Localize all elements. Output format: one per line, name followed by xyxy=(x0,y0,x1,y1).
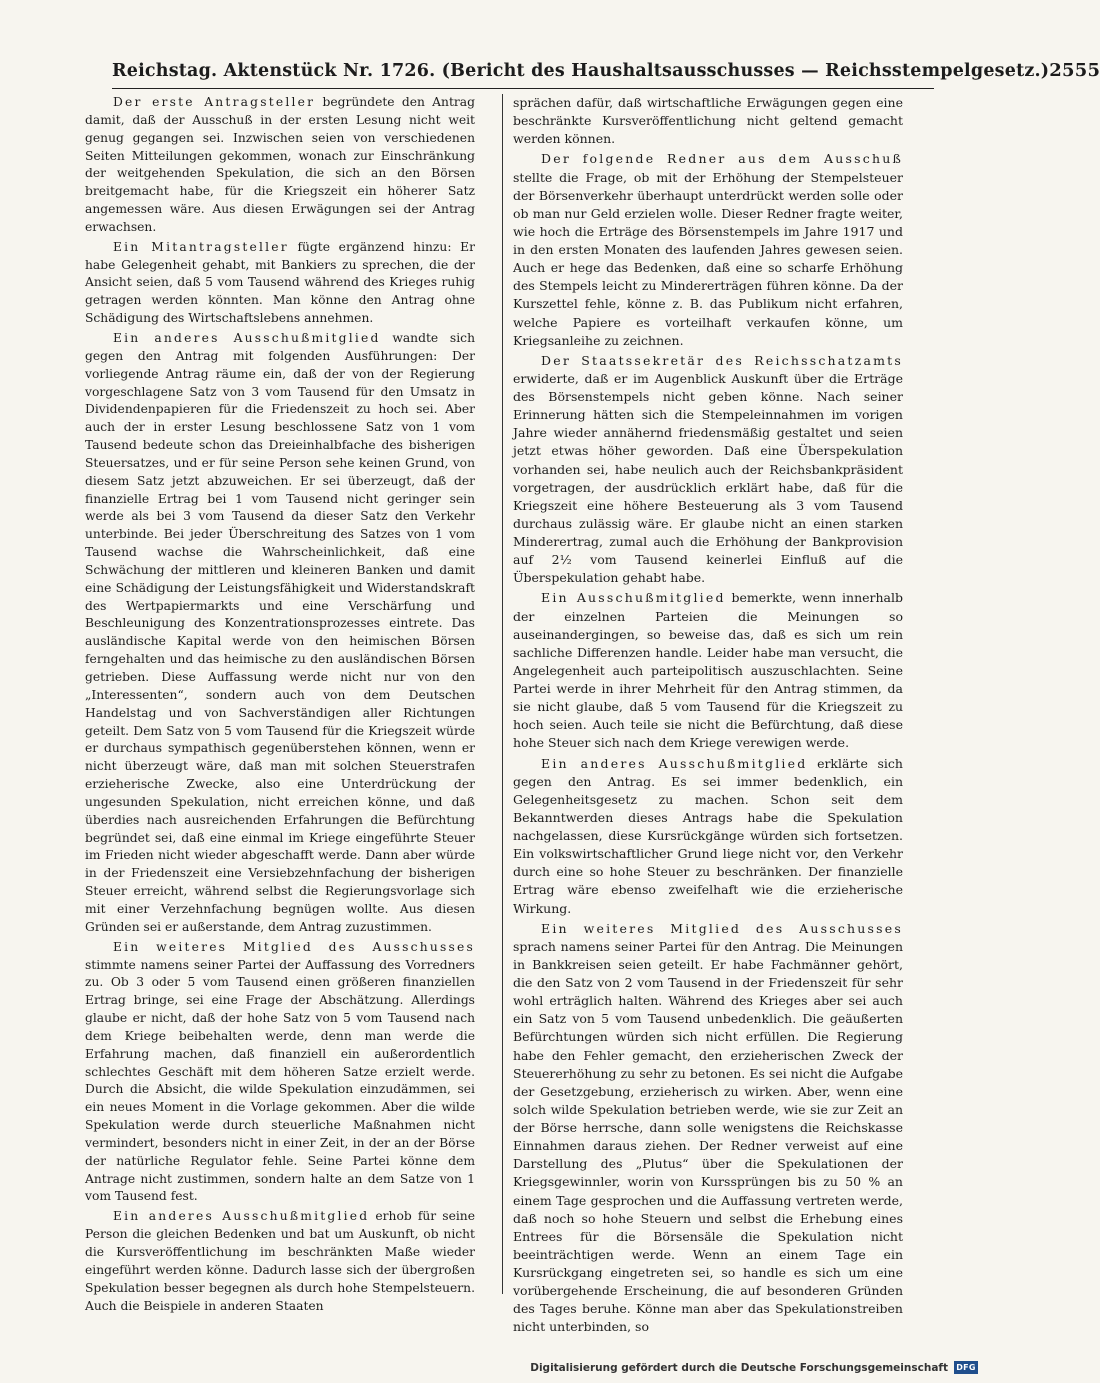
paragraph-text: erklärte sich gegen den Antrag. Es sei immer bedenklich, ein Gelegenheitsgesetz zu machen. Schon seit dem Bekanntwerden dieses Antrags habe die Spekulation nachgelassen, diese Kursrückgänge würden sich fortsetzen. Ein volkswirtschaftlicher Grund liege nicht vor, den Verkehr durch eine so hohe Steuer zu beschränken. Der finanzielle Ertrag wäre ebenso zweifelhaft wie die erzieherische Wirkung. xyxy=(513,755,903,916)
paragraph-text: stellte die Frage, ob mit der Erhöhung der Stempelsteuer der Börsenverkehr überhaupt unterdrückt werden solle oder ob man nur Geld erzielen wolle. Dieser Redner fragte weiter, wie hoch die Erträge des Börsenstempels im Jahre 1917 und in den ersten Monaten des laufenden Jahres gewesen seien. Auch er hege das Bedenken, daß eine so scharfe Erhöhung des Stempels leicht zu Mindererträgen führen könne. Da der Kurszettel fehle, könne z. B. das Publikum nicht erfahren, welche Papiere es vorteilhaft verkaufen könne, um Kriegsanleihe zu zeichnen. xyxy=(513,169,903,348)
paragraph xyxy=(85,239,475,328)
speaker-label: Ein anderes Ausschußmitglied xyxy=(113,330,381,345)
paragraph xyxy=(85,939,475,1207)
paragraph-text: sprächen dafür, daß wirtschaftliche Erwägungen gegen eine beschränkte Kursveröffentlichung nicht geltend gemacht werden können. xyxy=(513,95,903,147)
paragraph xyxy=(85,94,475,237)
paragraph xyxy=(513,94,903,148)
speaker-label: Der Staatssekretär des Reichsschatzamts xyxy=(541,352,903,368)
right-column xyxy=(513,94,903,1337)
paragraph xyxy=(513,150,903,349)
paragraph-text: erhob für seine Person die gleichen Bedenken und bat um Auskunft, ob nicht die Kursveröffentlichung im beschränkten Maße wieder eingeführt werden könne. Dadurch lasse sich der übergroßen Spekulation besser begegnen als durch hohe Stempelsteuern. Auch die Beispiele in anderen Staaten xyxy=(85,1209,475,1313)
speaker-label: Ein weiteres Mitglied des Ausschusses xyxy=(541,920,903,936)
speaker-label: Ein Mitantragsteller xyxy=(113,239,289,254)
paragraph xyxy=(513,589,903,752)
header-title: Reichstag. Aktenstück Nr. 1726. (Bericht des Haushaltsausschusses — Reichsstempelgesetz.) xyxy=(112,61,1050,81)
running-header xyxy=(112,60,1100,89)
column-divider xyxy=(502,94,503,1294)
paragraph-text: stimmte namens seiner Partei der Auffassung des Vorredners zu. Ob 3 oder 5 vom Tausend einen größeren finanziellen Ertrag bringe, sei eine Frage der Abschätzung. Allerdings glaube er nicht, daß der hohe Satz von 5 vom Tausend nach dem Kriege beibehalten werde, denn man werde die Erfahrung machen, daß finanziell ein außerordentlich schlechtes Geschäft mit dem höheren Satze erzielt werde. Durch die Absicht, die wilde Spekulation einzudämmen, sei ein neues Moment in die Vorlage gekommen. Aber die wilde Spekulation werde durch steuerliche Maßnahmen nicht vermindert, besonders nicht in einer Zeit, in der an der Börse der natürliche Regulator fehle. Seine Partei könne dem Antrage nicht zustimmen, sondern halte an dem Satze von 1 vom Tausend fest. xyxy=(85,957,475,1204)
speaker-label: Ein weiteres Mitglied des Ausschusses xyxy=(113,939,475,954)
paragraph-text: bemerkte, wenn innerhalb der einzelnen Parteien die Meinungen so auseinandergingen, so beweise das, daß es sich um rein sachliche Differenzen handle. Leider habe man versucht, die Angelegenheit auch parteipolitisch auszuschlachten. Seine Partei werde in ihrer Mehrheit für den Antrag stimmen, da sie nicht glaube, daß 5 vom Tausend für die Kriegszeit zu hoch seien. Auch teile sie nicht die Befürchtung, daß diese hohe Steuer sich nach dem Kriege verewigen werde. xyxy=(513,590,904,751)
speaker-label: Der erste Antragsteller xyxy=(113,95,316,109)
paragraph xyxy=(513,755,903,918)
page-number: 2555 xyxy=(1049,60,1100,81)
paragraph xyxy=(513,352,903,588)
left-column xyxy=(85,94,475,1315)
paragraph-text: erwiderte, daß er im Augenblick Auskunft über die Erträge des Börsenstempels nicht geben könne. Nach seiner Erinnerung hätten sich die Stempeleinnahmen im vorigen Jahre wieder annähernd friedensmäßig gestaltet und seien jetzt etwas höher geworden. Daß eine Überspekulation vorhanden sei, habe neulich auch der Reichsbankpräsident vorgetragen, der ausdrücklich erklärt habe, daß für die Kriegszeit eine höhere Besteuerung als 3 vom Tausend durchaus zulässig wäre. Er glaube nicht an einen starken Minderertrag, zumal auch die Erhöhung der Bankprovision auf 2½ vom Tausend keinerlei Einfluß auf die Überspekulation gehabt habe. xyxy=(513,370,903,586)
paragraph-text: begründete den Antrag damit, daß der Ausschuß in der ersten Lesung nicht weit genug gegangen sei. Inzwischen seien von verschiedenen Seiten Mitteilungen gekommen, wonach zur Einschränkung der weitgehenden Spekulation, die sich an den Börsen breitgemacht habe, für die Kriegszeit ein höherer Satz angemessen wäre. Aus diesen Erwägungen sei der Antrag erwachsen. xyxy=(85,95,475,234)
paragraph xyxy=(85,330,475,937)
paragraph-text: sprach namens seiner Partei für den Antrag. Die Meinungen in Bankkreisen seien geteilt. Er habe Fachmänner gehört, die den Satz von 2 vom Tausend in der Friedenszeit für sehr wohl erträglich halten. Während des Krieges aber sei auch ein Satz von 5 vom Tausend unbedenklich. Die geäußerten Befürchtungen würden sich nicht erfüllen. Die Regierung habe den Fehler gemacht, den erzieherischen Zweck der Steuererhöhung zu sehr zu betonen. Es sei nicht die Aufgabe der Gesetzgebung, erzieherisch zu wirken. Aber, wenn eine solch wilde Spekulation betrieben werde, wie sie zur Zeit an der Börse herrsche, dann solle wenigstens die Reichskasse Einnahmen daraus ziehen. Der Redner verweist auf eine Darstellung des „Plutus“ über die Spekulationen der Kriegsgewinnler, worin von Kurssprüngen bis zu 50 % an einem Tage gesprochen und die Auffassung vertreten werde, daß noch so hohe Steuern und selbst die Erhebung eines Entrees für die Börsensäle die Spekulation nicht beeinträchtigen werde. Wenn an einem Tage ein Kursrückgang eingetreten sei, so handle es sich um eine vorübergehende Erscheinung, die auf besonderen Gründen des Tages beruhe. Könne man aber das Spekulationstreiben nicht unterbinden, so xyxy=(513,938,903,1335)
paragraph xyxy=(513,920,903,1337)
speaker-label: Ein anderes Ausschußmitglied xyxy=(541,755,808,771)
digitization-footer xyxy=(530,1361,978,1374)
speaker-label: Ein anderes Ausschußmitglied xyxy=(113,1209,370,1224)
speaker-label: Ein Ausschußmitglied xyxy=(541,590,726,606)
paragraph xyxy=(85,1208,475,1315)
paragraph-text: wandte sich gegen den Antrag mit folgenden Ausführungen: Der vorliegende Antrag räume ein, daß der von der Regierung vorgeschlagene Satz von 3 vom Tausend für den Umsatz in Dividendenpapieren für die Friedenszeit zu hoch sei. Aber auch der in erster Lesung beschlossene Satz von 1 vom Tausend bedeute schon das Dreieinhalbfache des bisherigen Steuersatzes, und er für seine Person sehe keinen Grund, von diesem Satz jetzt abzuweichen. Er sei überzeugt, daß der finanzielle Ertrag bei 1 vom Tausend nicht geringer sein werde als bei 3 vom Tausend da dieser Satz den Verkehr unterbinde. Bei jeder Überschreitung des Satzes von 1 vom Tausend wachse die Wahrscheinlichkeit, daß eine Schwächung der mittleren und kleineren Banken und damit eine Schädigung der Leistungsfähigkeit und Widerstandskraft des Wertpapiermarkts und eine Verschärfung und Beschleunigung des Konzentrationsprozesses eintrete. Das ausländische Kapital werde von den heimischen Börsen ferngehalten und das heimische zu den ausländischen Börsen getrieben. Diese Auffassung werde nicht nur von den „Interessenten“, sondern auch von dem Deutschen Handelstag und von Sachverständigen aller Richtungen geteilt. Dem Satz von 5 vom Tausend für die Kriegszeit würde er durchaus sympathisch gegenüberstehen können, wenn er nicht überzeugt wäre, daß man mit solchen Steuerstrafen erzieherische Zwecke, also eine Unterdrückung der ungesunden Spekulation, nicht erreichen könne, und daß überdies nach ausreichenden Erfahrungen die Befürchtung begründet sei, daß eine einmal im Kriege eingeführte Steuer im Frieden nicht wieder abgeschafft werde. Dann aber würde in der Friedenszeit eine Versiebzehnfachung der bisherigen Steuer erreicht, während selbst die Regierungsvorlage sich mit einer Verzehnfachung begnügen wollte. Aus diesen Gründen sei er außerstande, dem Antrag zuzustimmen. xyxy=(85,330,475,934)
speaker-label: Der folgende Redner aus dem Ausschuß xyxy=(541,151,903,167)
paragraph-text: fügte ergänzend hinzu: Er habe Gelegenheit gehabt, mit Bankiers zu sprechen, die der Ansicht seien, daß 5 vom Tausend während des Krieges ruhig getragen werden könnten. Man könne den Antrag ohne Schädigung des Wirtschaftslebens annehmen. xyxy=(85,239,475,326)
dfg-logo-icon: DFG xyxy=(954,1361,978,1374)
footer-text: Digitalisierung gefördert durch die Deutsche Forschungsgemeinschaft xyxy=(530,1361,948,1374)
